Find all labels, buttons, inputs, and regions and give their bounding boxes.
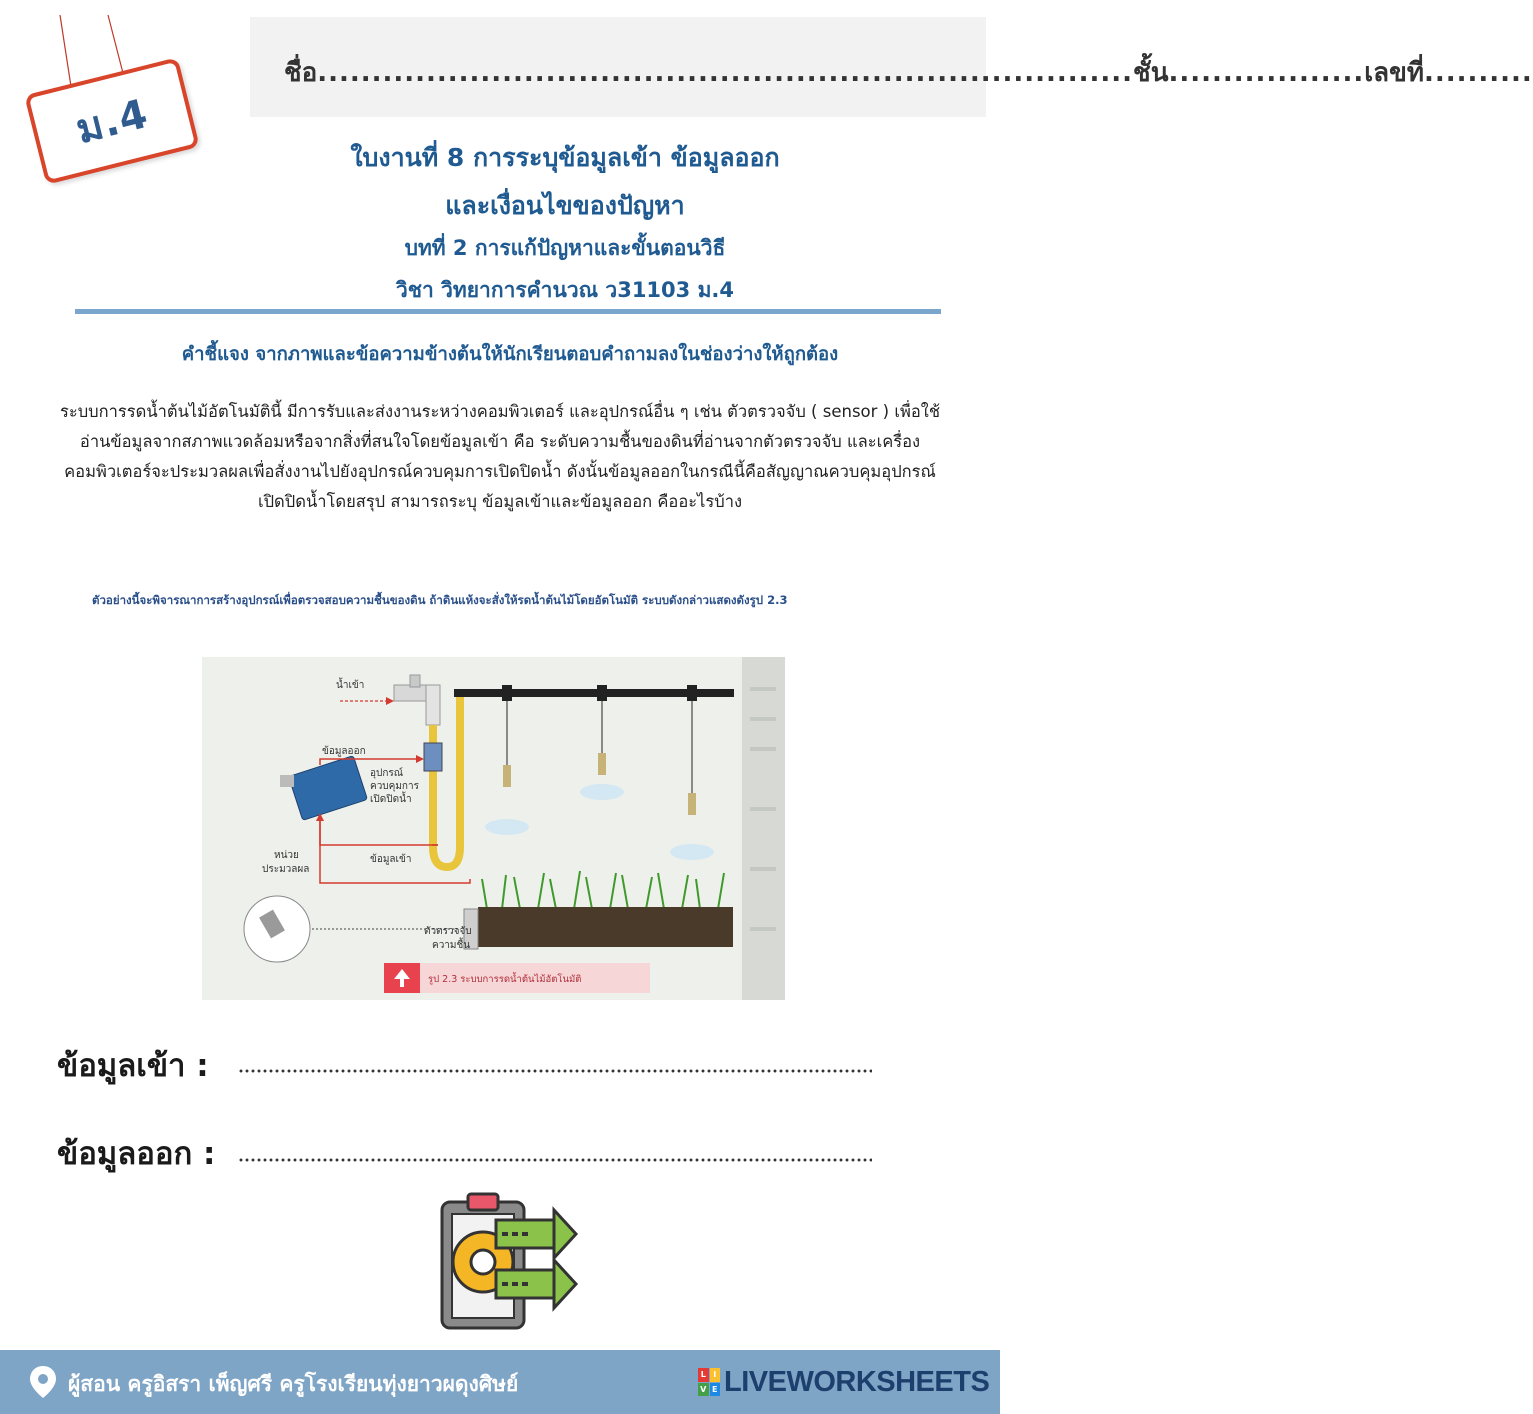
label-cpu-1: หน่วย xyxy=(274,850,299,861)
grade-tag-text: ม.4 xyxy=(71,90,153,154)
label-valve-1: อุปกรณ์ xyxy=(370,768,404,779)
logo-letter-e: E xyxy=(710,1383,721,1397)
figure-intro: ตัวอย่างนี้จะพิจารณาการสร้างอุปกรณ์เพื่อตรวจสอบความชื้นของดิน ถ้าดินแห้งจะสั่งให้รดน้ำต้นไม้โดยอัตโนมัติ ระบบดังกล่าวแสดงดังรูป 2.3 xyxy=(92,593,788,607)
number-field[interactable]: .......... xyxy=(1424,58,1533,88)
figure-caption: รูป 2.3 ระบบการรดน้ำต้นไม้อัตโนมัติ xyxy=(428,974,582,985)
instruction-text: คำชี้แจง จากภาพและข้อความข้างต้นให้นักเรียนตอบคำถามลงในช่องว่างให้ถูกต้อง xyxy=(181,344,839,365)
name-field[interactable]: ........................................................................... xyxy=(317,58,1134,88)
number-label: เลขที่ xyxy=(1364,58,1424,88)
label-valve-2: ควบคุมการ xyxy=(370,781,419,792)
watering-system-figure xyxy=(202,657,785,1000)
class-field[interactable]: .................. xyxy=(1168,58,1365,88)
chapter-title: บทที่ 2 การแก้ปัญหาและขั้นตอนวิธี xyxy=(404,236,726,260)
output-answer-field[interactable] xyxy=(238,1157,872,1163)
liveworksheets-logo[interactable] xyxy=(698,1366,989,1398)
subject-title: วิชา วิทยาการคำนวณ ว31103 ม.4 xyxy=(395,278,735,302)
label-data-out: ข้อมูลออก xyxy=(322,746,366,757)
input-answer-field[interactable] xyxy=(238,1068,872,1074)
liveworksheets-wordmark: LIVEWORKSHEETS xyxy=(724,1365,990,1398)
output-label: ข้อมูลออก : xyxy=(57,1136,216,1172)
name-label: ชื่อ xyxy=(284,58,318,88)
label-water-in: น้ำเข้า xyxy=(336,680,365,691)
worksheet-title: ใบงานที่ 8 การระบุข้อมูลเข้า ข้อมูลออก xyxy=(350,143,780,172)
label-sensor-1: ตัวตรวจจับ xyxy=(424,926,472,937)
logo-letter-v: V xyxy=(698,1383,709,1397)
title-divider xyxy=(75,309,941,314)
liveworksheets-logo-icon xyxy=(698,1368,720,1396)
class-label: ชั้น xyxy=(1133,58,1169,88)
description-paragraph: ระบบการรดน้ำต้นไม้อัตโนมัตินี้ มีการรับและส่งงานระหว่างคอมพิวเตอร์ และอุปกรณ์อื่น ๆ เช่น ตัวตรวจจับ ( sensor ) เพื่อใช้ อ่านข้อมูลจากสภาพแวดล้อมหรือจากสิ่งที่สนใจโดยข้อมูลเข้า คือ ระดับความชื้นของดินที่อ่านจากตัวตรวจจับ และเครื่องคอมพิวเตอร์จะประมวลผลเพื่อสั่งงานไปยังอุปกรณ์ควบคุมการเปิดปิดน้ำ ดังนั้นข้อมูลออกในกรณีนี้คือสัญญาณควบคุมอุปกรณ์เปิดปิดน้ำโดยสรุป สามารถระบุ ข้อมูลเข้าและข้อมูลออก คืออะไรบ้าง xyxy=(59,402,941,511)
label-data-in: ข้อมูลเข้า xyxy=(370,854,412,865)
input-label: ข้อมูลเข้า : xyxy=(57,1048,209,1084)
location-pin-icon xyxy=(28,1365,58,1399)
logo-letter-i: I xyxy=(710,1368,721,1382)
label-sensor-2: ความชื้น xyxy=(432,940,471,951)
label-cpu-2: ประมวลผล xyxy=(262,864,310,875)
teacher-credit: ผู้สอน ครูอิสรา เพ็ญศรี ครูโรงเรียนทุ่งยาวผดุงศิษย์ xyxy=(68,1372,519,1396)
worksheet-subtitle: และเงื่อนไขของปัญหา xyxy=(445,191,685,220)
logo-letter-l: L xyxy=(698,1368,709,1382)
watering-system-illustration xyxy=(202,657,785,1000)
name-row xyxy=(284,52,1533,93)
footer-bar xyxy=(0,1350,1000,1414)
input-output-icon xyxy=(438,1192,578,1332)
label-valve-3: เปิดปิดน้ำ xyxy=(370,794,412,805)
